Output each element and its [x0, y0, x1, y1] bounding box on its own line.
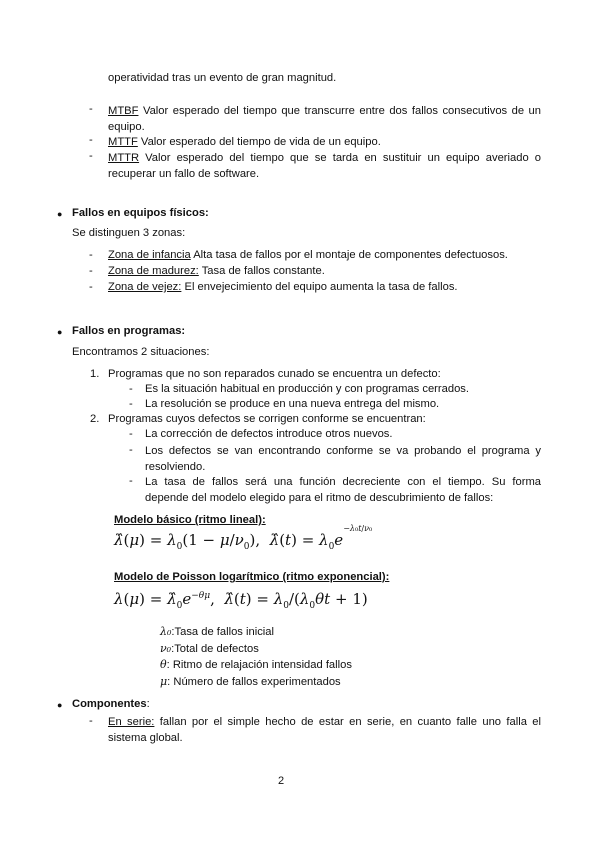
situation-1-sub: Es la situación habitual en producción y con programas cerrados.	[145, 383, 469, 395]
zone-term: Zona de infancia	[108, 249, 191, 261]
zone-item	[108, 281, 458, 293]
list-number: 1.	[90, 368, 100, 380]
situation-2-sub: Los defectos se van encontrando conforme se va probando el programa y resolviendo.	[145, 445, 541, 473]
serie-text: fallan por el simple hecho de estar en serie, en cuanto falle uno falla el sistema global.	[108, 716, 542, 744]
legend-text: :Tasa de fallos inicial	[171, 626, 274, 638]
mtbf-item	[108, 103, 541, 135]
dash-marker: -	[129, 398, 133, 410]
legend-text: : Número de fallos experimentados	[167, 676, 341, 688]
formula-poisson: $\lambda(\mu) = \lambdâ_0e^{-\theta\mu}$, λ̂(t) = $\lambda_0/(\lambda_0\theta t + 1)$	[114, 590, 368, 611]
mtbf-definition: Valor esperado del tiempo que transcurre entre dos fallos consecutivos de un equipo.	[108, 105, 541, 133]
mttf-term: MTTF	[108, 136, 138, 148]
section-heading-fisicos: Fallos en equipos físicos:	[72, 207, 209, 219]
zone-term: Zona de vejez:	[108, 281, 182, 293]
zone-text: El envejecimiento del equipo aumenta la tasa de fallos.	[181, 281, 458, 293]
zone-item	[108, 249, 508, 261]
zone-text: Tasa de fallos constante.	[198, 265, 325, 277]
dash-marker: -	[89, 715, 93, 727]
fisicos-intro: Se distinguen 3 zonas:	[72, 227, 186, 239]
dash-marker: -	[89, 249, 93, 261]
zone-text: Alta tasa de fallos por el montaje de componentes defectuosos.	[190, 249, 508, 261]
legend-symbol: θ	[160, 658, 167, 671]
dash-marker: -	[89, 265, 93, 277]
dash-marker: -	[129, 383, 133, 395]
dash-marker: -	[129, 444, 133, 456]
dash-marker: -	[129, 428, 133, 440]
situation-2-sub: La corrección de defectos introduce otros nuevos.	[145, 428, 393, 440]
mttr-term: MTTR	[108, 152, 140, 164]
legend-symbol: μ	[160, 675, 168, 688]
bullet-icon: ●	[57, 327, 63, 337]
legend-item	[160, 642, 259, 655]
situation-1: Programas que no son reparados cunado se encuentra un defecto:	[108, 368, 441, 380]
componentes-colon: :	[146, 698, 150, 710]
mttr-definition: Valor esperado del tiempo que se tarda en sustituir un equipo averiado o recuperar un fallo de software.	[108, 152, 541, 180]
page-number: 2	[278, 775, 285, 787]
mttf-item	[108, 134, 541, 150]
dash-marker: -	[89, 103, 93, 115]
mtbf-term: MTBF	[108, 105, 139, 117]
mttr-item	[108, 150, 541, 182]
zone-term: Zona de madurez:	[108, 265, 199, 277]
legend-symbol: ν₀	[160, 642, 172, 655]
legend-item	[160, 625, 274, 638]
mttf-definition: Valor esperado del tiempo de vida de un equipo.	[137, 136, 381, 148]
dash-marker: -	[89, 150, 93, 162]
continuation-text: operatividad tras un evento de gran magnitud.	[108, 72, 337, 84]
programas-intro: Encontramos 2 situaciones:	[72, 346, 210, 358]
legend-text: : Ritmo de relajación intensidad fallos	[166, 659, 352, 671]
section-heading-componentes	[72, 698, 150, 710]
dash-marker: -	[129, 475, 133, 487]
serie-term: En serie:	[108, 716, 155, 728]
model-heading-basic: Modelo básico (ritmo lineal):	[114, 514, 266, 526]
bullet-icon: ●	[57, 209, 63, 219]
model-heading-poisson: Modelo de Poisson logarítmico (ritmo exponencial):	[114, 571, 390, 583]
bullet-icon: ●	[57, 700, 63, 710]
legend-item	[160, 675, 341, 688]
dash-marker: -	[89, 281, 93, 293]
list-number: 2.	[90, 413, 100, 425]
legend-item	[160, 658, 352, 671]
zone-item	[108, 265, 325, 277]
section-heading-programas: Fallos en programas:	[72, 325, 186, 337]
situation-2-sub: La tasa de fallos será una función decreciente con el tiempo. Su forma depende del modelo elegido para el ritmo de descubrimiento de fallos:	[145, 476, 541, 504]
componentes-label: Componentes	[72, 698, 147, 710]
dash-marker: -	[89, 134, 93, 146]
legend-symbol: λ₀	[160, 625, 172, 638]
componentes-serie	[108, 714, 541, 746]
situation-2: Programas cuyos defectos se corrigen conforme se encuentran:	[108, 413, 426, 425]
legend-text: :Total de defectos	[171, 643, 259, 655]
situation-1-sub: La resolución se produce en una nueva entrega del mismo.	[145, 398, 440, 410]
formula-basic: λ̂(μ) = $\lambda_0(1 - \mu/\nu_0)$, λ̂(t) = $\lambda_0e^{-\lambda_0t/\nu_0}$	[114, 524, 373, 552]
